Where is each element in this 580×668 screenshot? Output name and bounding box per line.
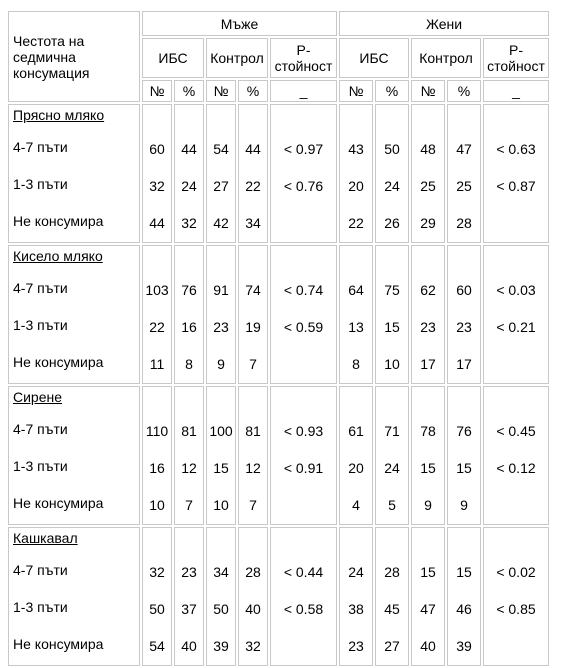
men-ibs-pct-cell — [174, 386, 204, 525]
table-value: 7 — [249, 497, 257, 513]
table-value: 71 — [384, 423, 400, 439]
men-ctrl-no-cell — [206, 104, 236, 243]
table-value: 16 — [149, 460, 165, 476]
table-value — [484, 346, 548, 383]
table-row — [8, 104, 549, 243]
men-control-pct-header: % — [238, 80, 268, 102]
table-value: 44 — [245, 141, 261, 157]
table-value: 15 — [213, 460, 229, 476]
table-row — [8, 245, 549, 384]
table-value: < 0.74 — [283, 282, 324, 298]
category-title: Прясно мляко — [13, 107, 105, 123]
table-value: 17 — [420, 356, 436, 372]
table-value: 40 — [420, 638, 436, 654]
table-value: 25 — [420, 178, 436, 194]
women-ibs-count-header: № — [339, 80, 373, 102]
women-header: Жени — [339, 11, 549, 36]
table-value: 12 — [245, 460, 261, 476]
table-value: 10 — [384, 356, 400, 372]
frequency-header: Честота на седмична консумация — [8, 11, 140, 102]
table-value: 61 — [348, 423, 364, 439]
table-value: 15 — [456, 564, 472, 580]
table-value — [484, 628, 548, 665]
table-row — [8, 527, 549, 666]
category-cell — [8, 104, 140, 243]
table-value: 12 — [181, 460, 197, 476]
table-value: 11 — [149, 356, 165, 372]
women-control-header: Контрол — [411, 38, 481, 78]
men-ctrl-pct-cell — [238, 245, 268, 384]
table-value: 54 — [149, 638, 165, 654]
table-value: 13 — [348, 319, 364, 335]
table-value: 110 — [145, 423, 169, 439]
table-value: 45 — [384, 601, 400, 617]
men-pvalue-dash: _ — [270, 80, 337, 102]
table-value: 44 — [149, 215, 165, 231]
wom-ibs-pct-cell — [375, 245, 409, 384]
table-value: 50 — [213, 601, 229, 617]
wom-ctrl-no-cell — [411, 245, 445, 384]
women-ibs-pct-header: % — [375, 80, 409, 102]
table-value — [484, 487, 548, 524]
table-value: 27 — [384, 638, 400, 654]
table-value: 8 — [352, 356, 360, 372]
men-ibs-no-cell — [142, 245, 172, 384]
table-value: 32 — [149, 178, 165, 194]
frequency-label: 4-7 пъти — [13, 421, 68, 437]
table-value: < 0.59 — [283, 319, 324, 335]
men-control-count-header: № — [206, 80, 236, 102]
data-table-wrapper — [6, 9, 551, 668]
table-value: 24 — [384, 460, 400, 476]
wom-ibs-no-cell — [339, 104, 373, 243]
table-value: 32 — [245, 638, 261, 654]
table-value: 24 — [181, 178, 197, 194]
table-value: < 0.76 — [283, 178, 324, 194]
table-value: 91 — [213, 282, 229, 298]
men-ibs-header: ИБС — [142, 38, 204, 78]
table-value: 46 — [456, 601, 472, 617]
table-value — [271, 205, 336, 242]
category-title: Сирене — [13, 389, 63, 405]
table-value: 32 — [181, 215, 197, 231]
frequency-label: Не консумира — [13, 495, 104, 511]
wom-ibs-no-cell — [339, 527, 373, 666]
table-value: 74 — [245, 282, 261, 298]
table-value: 100 — [209, 423, 233, 439]
table-value: 23 — [420, 319, 436, 335]
men-ibs-pct-cell — [174, 527, 204, 666]
men-ibs-no-cell — [142, 386, 172, 525]
table-value: 20 — [348, 460, 364, 476]
frequency-label: 1-3 пъти — [13, 317, 68, 333]
table-value: 43 — [348, 141, 364, 157]
table-value: 60 — [456, 282, 472, 298]
table-value: 103 — [145, 282, 169, 298]
table-value — [271, 346, 336, 383]
table-row — [8, 386, 549, 525]
table-value: 23 — [181, 564, 197, 580]
women-ibs-header: ИБС — [339, 38, 409, 78]
table-value: 10 — [149, 497, 165, 513]
table-value: 62 — [420, 282, 436, 298]
category-cell — [8, 527, 140, 666]
women-control-count-header: № — [411, 80, 445, 102]
table-value — [271, 628, 336, 665]
table-value: < 0.63 — [496, 141, 536, 157]
table-value: 26 — [384, 215, 400, 231]
men-ibs-no-cell — [142, 104, 172, 243]
table-value: 47 — [456, 141, 472, 157]
table-value: < 0.85 — [496, 601, 536, 617]
table-value: 23 — [456, 319, 472, 335]
women-control-pct-header: % — [447, 80, 481, 102]
table-value: 15 — [456, 460, 472, 476]
table-value: 42 — [213, 215, 229, 231]
men-p-cell — [270, 527, 337, 666]
wom-ctrl-no-cell — [411, 386, 445, 525]
women-pvalue-dash: _ — [483, 80, 549, 102]
frequency-label: 4-7 пъти — [13, 562, 68, 578]
table-value: 81 — [245, 423, 261, 439]
table-value: 76 — [456, 423, 472, 439]
category-cell — [8, 245, 140, 384]
table-value: 9 — [460, 497, 468, 513]
men-ctrl-pct-cell — [238, 386, 268, 525]
table-value: 22 — [245, 178, 261, 194]
table-value: 40 — [245, 601, 261, 617]
table-value: 34 — [245, 215, 261, 231]
table-value: 75 — [384, 282, 400, 298]
table-value: 81 — [181, 423, 197, 439]
table-value: 22 — [149, 319, 165, 335]
table-value: 32 — [149, 564, 165, 580]
table-value: 34 — [213, 564, 229, 580]
table-value: 5 — [388, 497, 396, 513]
table-value: < 0.12 — [496, 460, 536, 476]
men-ctrl-no-cell — [206, 245, 236, 384]
table-value: 29 — [420, 215, 436, 231]
wom-p-cell — [483, 245, 549, 384]
wom-p-cell — [483, 386, 549, 525]
men-control-header: Контрол — [206, 38, 268, 78]
frequency-label: Не консумира — [13, 636, 104, 652]
table-value: 27 — [213, 178, 229, 194]
table-value: 15 — [420, 564, 436, 580]
men-ctrl-pct-cell — [238, 104, 268, 243]
wom-ctrl-pct-cell — [447, 104, 481, 243]
men-ibs-count-header: № — [142, 80, 172, 102]
table-value: 24 — [384, 178, 400, 194]
men-p-cell — [270, 245, 337, 384]
men-ctrl-pct-cell — [238, 527, 268, 666]
table-value: 38 — [348, 601, 364, 617]
table-value: < 0.93 — [283, 423, 324, 439]
men-ibs-no-cell — [142, 527, 172, 666]
table-value: < 0.58 — [283, 601, 324, 617]
table-value: 22 — [348, 215, 364, 231]
table-value: 15 — [420, 460, 436, 476]
wom-ibs-no-cell — [339, 245, 373, 384]
men-ibs-pct-cell — [174, 104, 204, 243]
wom-ctrl-pct-cell — [447, 527, 481, 666]
table-body — [8, 104, 549, 666]
category-title: Кашкавал — [13, 530, 78, 546]
men-header: Мъже — [142, 11, 337, 36]
category-cell — [8, 386, 140, 525]
table-value: 78 — [420, 423, 436, 439]
table-value: 9 — [217, 356, 225, 372]
table-value: < 0.21 — [496, 319, 536, 335]
table-value: 28 — [384, 564, 400, 580]
men-pvalue-header: P-стойност — [270, 38, 337, 78]
wom-ibs-pct-cell — [375, 386, 409, 525]
table-value: 7 — [249, 356, 257, 372]
frequency-label: 1-3 пъти — [13, 599, 68, 615]
table-value: 17 — [456, 356, 472, 372]
table-value: 44 — [181, 141, 197, 157]
frequency-label: 4-7 пъти — [13, 139, 68, 155]
table-value: 9 — [424, 497, 432, 513]
wom-ibs-pct-cell — [375, 527, 409, 666]
men-ibs-pct-header: % — [174, 80, 204, 102]
table-value: 24 — [348, 564, 364, 580]
table-value: 20 — [348, 178, 364, 194]
table-value: 25 — [456, 178, 472, 194]
table-value: 39 — [213, 638, 229, 654]
table-value: 50 — [149, 601, 165, 617]
men-p-cell — [270, 104, 337, 243]
table-value: 37 — [181, 601, 197, 617]
frequency-label: 4-7 пъти — [13, 280, 68, 296]
wom-ctrl-pct-cell — [447, 386, 481, 525]
table-value: 23 — [348, 638, 364, 654]
table-value: < 0.91 — [283, 460, 324, 476]
wom-p-cell — [483, 527, 549, 666]
table-value: 40 — [181, 638, 197, 654]
table-value: < 0.44 — [283, 564, 324, 580]
table-value: 64 — [348, 282, 364, 298]
frequency-label: 1-3 пъти — [13, 176, 68, 192]
women-pvalue-header: P-стойност — [483, 38, 549, 78]
wom-ctrl-no-cell — [411, 527, 445, 666]
table-value: 60 — [149, 141, 165, 157]
frequency-label: Не консумира — [13, 213, 104, 229]
men-ctrl-no-cell — [206, 527, 236, 666]
table-value: 7 — [185, 497, 193, 513]
table-value: 4 — [352, 497, 360, 513]
table-value: 16 — [181, 319, 197, 335]
table-value: 28 — [245, 564, 261, 580]
consumption-table — [6, 9, 551, 668]
table-value: 19 — [245, 319, 261, 335]
wom-ctrl-no-cell — [411, 104, 445, 243]
wom-ibs-no-cell — [339, 386, 373, 525]
men-p-cell — [270, 386, 337, 525]
table-value: < 0.03 — [496, 282, 536, 298]
table-value: 15 — [384, 319, 400, 335]
wom-ctrl-pct-cell — [447, 245, 481, 384]
table-value — [271, 487, 336, 524]
table-value: 54 — [213, 141, 229, 157]
wom-ibs-pct-cell — [375, 104, 409, 243]
table-value: 39 — [456, 638, 472, 654]
wom-p-cell — [483, 104, 549, 243]
men-ctrl-no-cell — [206, 386, 236, 525]
table-value: 10 — [213, 497, 229, 513]
table-value: < 0.87 — [496, 178, 536, 194]
table-value: < 0.97 — [283, 141, 324, 157]
table-value: 76 — [181, 282, 197, 298]
frequency-label: 1-3 пъти — [13, 458, 68, 474]
table-value: 48 — [420, 141, 436, 157]
table-value: 8 — [185, 356, 193, 372]
table-value: 28 — [456, 215, 472, 231]
table-value: < 0.02 — [496, 564, 536, 580]
table-value: 23 — [213, 319, 229, 335]
table-value: 47 — [420, 601, 436, 617]
category-title: Кисело мляко — [13, 248, 103, 264]
table-value: 50 — [384, 141, 400, 157]
men-ibs-pct-cell — [174, 245, 204, 384]
table-value: < 0.45 — [496, 423, 536, 439]
table-value — [484, 205, 548, 242]
frequency-label: Не консумира — [13, 354, 104, 370]
